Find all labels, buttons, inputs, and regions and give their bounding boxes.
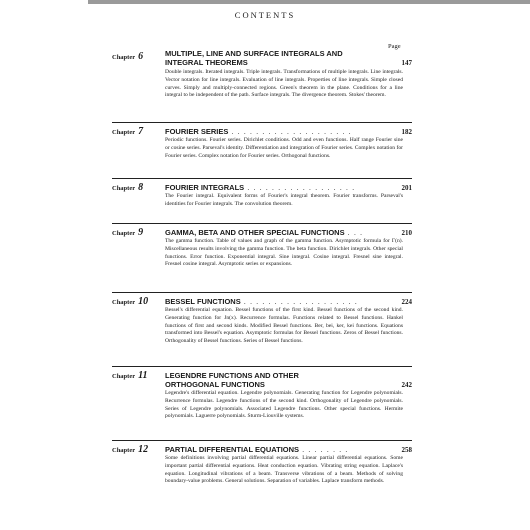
chapter-12-entry (112, 440, 412, 500)
chapter-title: FOURIER SERIES . . . . . . . . . . . . . . . . . . . . (165, 127, 352, 136)
chapter-page-number: 147 (401, 59, 412, 67)
chapter-number: 11 (138, 370, 148, 381)
chapter-page-number: 182 (401, 128, 412, 136)
chapter-number: 10 (138, 296, 149, 307)
chapter-label: Chapter 8 (112, 182, 144, 193)
chapter-label: Chapter 6 (112, 51, 144, 62)
chapter-6-entry (112, 50, 412, 120)
chapter-label: Chapter 7 (112, 126, 144, 137)
chapter-8-entry (112, 178, 412, 218)
chapter-10-entry (112, 292, 412, 354)
top-edge-bar (88, 0, 530, 4)
chapter-title: FOURIER INTEGRALS . . . . . . . . . . . . . . . . . . (165, 183, 356, 192)
chapter-divider (112, 440, 412, 441)
chapter-divider (112, 366, 412, 367)
chapter-number: 9 (138, 227, 144, 238)
chapter-title: LEGENDRE FUNCTIONS AND OTHER ORTHOGONAL FUNCTIONS (165, 371, 299, 389)
chapter-page-number: 224 (401, 298, 412, 306)
chapter-number: 8 (138, 182, 144, 193)
chapter-page-number: 210 (401, 229, 412, 237)
page-column-label: Page (388, 43, 401, 50)
chapter-label: Chapter 9 (112, 227, 144, 238)
chapter-divider (112, 292, 412, 293)
chapter-description: Bessel's differential equation. Bessel functions of the first kind. Bessel functions of the second kind. Generating function for Jn(x). Recurrence formulas. Functions related to Bessel functions. Hankel functions of first and second kinds. Modified Bessel functions. Ber, bei, ker, kei functions. Equations transformed into Bessel's equation. Asymptotic formulas for Bessel functions. Zeros of Bessel functions. Orthogonality of Bessel functions. Series of Bessel functions. (165, 307, 403, 345)
page-title: CONTENTS (234, 10, 296, 20)
chapter-page-number: 242 (401, 381, 412, 389)
chapter-number: 7 (138, 126, 144, 137)
chapter-title: GAMMA, BETA AND OTHER SPECIAL FUNCTIONS . . . (165, 228, 364, 237)
chapter-9-entry (112, 223, 412, 281)
chapter-page-number: 201 (401, 184, 412, 192)
chapter-page-number: 258 (401, 446, 412, 454)
chapter-description: The Fourier integral. Equivalent forms of Fourier's integral theorem. Fourier transforms. Parseval's identities for Fourier integrals. The convolution theorem. (165, 193, 403, 207)
chapter-description: Periodic functions. Fourier series. Dirichlet conditions. Odd and even functions. Half range Fourier sine or cosine series. Parseval's identity. Differentiation and integration of Fourier series. Complex notation for Fourier series. Complex notation for Fourier series. Orthogonal functions. (165, 137, 403, 159)
chapter-label: Chapter 11 (112, 370, 148, 381)
chapter-description: Legendre's differential equation. Legendre polynomials. Generating function for Legendre polynomials. Recurrence formulas. Legendre functions of the second kind. Orthogonality of Legendre polynomials. Series of Legendre polynomials. Associated Legendre functions. Other special functions. Hermite polynomials. Laguerre polynomials. Sturm-Liouville systems. (165, 390, 403, 420)
chapter-divider (112, 223, 412, 224)
chapter-description: The gamma function. Table of values and graph of the gamma function. Asymptotic formula for Γ(n). Miscellaneous results involving the gamma function. The beta function. Dirichlet integrals. Other special functions. Error function. Exponential integral. Sine integral. Cosine integral. Fresnel sine integral. Fresnel cosine integral. Asymptotic series or expansions. (165, 238, 403, 268)
chapter-number: 6 (138, 51, 144, 62)
chapter-divider (112, 122, 412, 123)
chapter-label: Chapter 10 (112, 296, 149, 307)
chapter-description: Double integrals. Iterated integrals. Triple integrals. Transformations of multiple integrals. Line integrals. Vector notation for line integrals. Evaluation of line integrals. Properties of line integrals. Simple closed curves. Simply and multiply-connected regions. Green's theorem in the plane. Conditions for a line integral to be independent of the path. Surface integrals. The divergence theorem. Stokes' theorem. (165, 69, 403, 99)
chapter-title: PARTIAL DIFFERENTIAL EQUATIONS . . . . . . . . (165, 445, 349, 454)
chapter-description: Some definitions involving partial differential equations. Linear partial differential equations. Some important partial differential equations. Heat conduction equation. Vibrating string equation. Laplace's equation. Longitudinal vibrations of a beam. Transverse vibrations of a beam. Methods of solving boundary-value problems. General solutions. Separation of variables. Laplace transform methods. (165, 455, 403, 485)
chapter-11-entry (112, 366, 412, 430)
chapter-7-entry (112, 122, 412, 170)
chapter-label: Chapter 12 (112, 444, 149, 455)
chapter-divider (112, 178, 412, 179)
chapter-title: BESSEL FUNCTIONS . . . . . . . . . . . . . . . . . . . (165, 297, 358, 306)
chapter-title: MULTIPLE, LINE AND SURFACE INTEGRALS AND INTEGRAL THEOREMS (165, 49, 343, 67)
chapter-number: 12 (138, 444, 149, 455)
